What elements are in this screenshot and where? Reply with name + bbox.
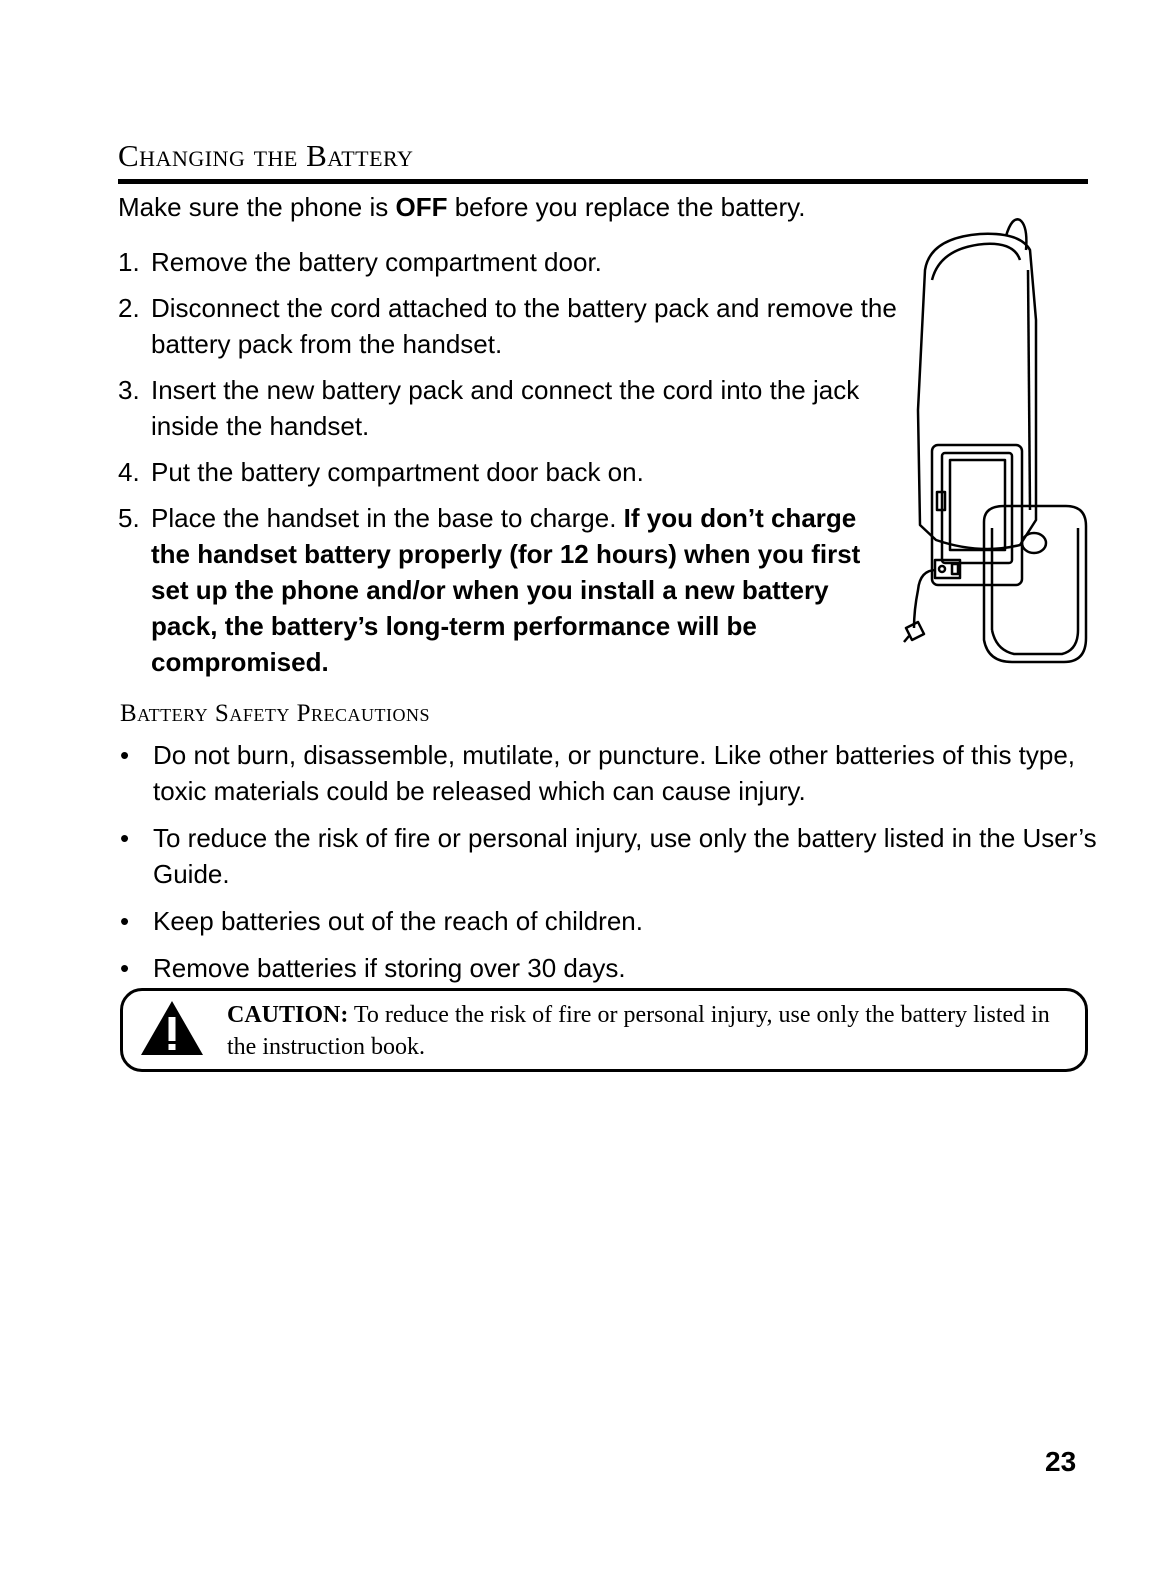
step-text: Remove the battery compartment door. <box>151 247 602 277</box>
step-text: Disconnect the cord attached to the battery pack and remove the battery pack from the handset. <box>151 293 897 359</box>
precaution-text: Keep batteries out of the reach of children. <box>153 906 643 936</box>
intro-text <box>118 190 805 224</box>
caution-text <box>227 999 1067 1063</box>
bullet: • <box>120 953 130 983</box>
step-text: Put the battery compartment door back on. <box>151 457 644 487</box>
precaution-text: To reduce the risk of fire or personal injury, use only the battery listed in the User’s Guide. <box>153 823 1097 889</box>
step-item <box>118 372 898 444</box>
precaution-item <box>118 903 1098 939</box>
bullet: • <box>120 906 130 936</box>
precaution-item <box>118 950 1098 986</box>
step-number: 5. <box>118 503 140 533</box>
step-number: 3. <box>118 375 140 405</box>
caution-body: To reduce the risk of fire or personal injury, use only the battery listed in the instruction book. <box>227 1002 1050 1060</box>
step-number: 2. <box>118 293 140 323</box>
step-text: Place the handset in the base to charge. <box>151 503 624 533</box>
step-item <box>118 454 898 490</box>
precautions-list <box>118 737 1098 997</box>
intro-text-start: Make sure the phone is <box>118 192 396 222</box>
precaution-text: Remove batteries if storing over 30 days. <box>153 953 626 983</box>
precaution-text: Do not burn, disassemble, mutilate, or puncture. Like other batteries of this type, toxic materials could be released which can cause injury. <box>153 740 1076 806</box>
step-text: Insert the new battery pack and connect the cord into the jack inside the handset. <box>151 375 860 441</box>
intro-text-end: before you replace the battery. <box>447 192 806 222</box>
step-item <box>118 290 898 362</box>
cordless-handset-battery-illustration <box>880 210 1095 680</box>
bullet: • <box>120 740 130 770</box>
precaution-item <box>118 737 1098 809</box>
precaution-item <box>118 820 1098 892</box>
section-title: Changing the Battery <box>118 138 414 173</box>
caution-label: CAUTION: <box>227 1002 349 1028</box>
precautions-title: Battery Safety Precautions <box>120 700 430 727</box>
intro-text-bold: OFF <box>395 192 448 222</box>
heading-rule <box>118 179 1088 184</box>
step-number: 1. <box>118 247 140 277</box>
step-number: 4. <box>118 457 140 487</box>
step-item <box>118 244 898 280</box>
steps-list <box>118 244 898 690</box>
warning-triangle-icon <box>139 999 205 1057</box>
page-number: 23 <box>1045 1446 1077 1477</box>
step-item <box>118 500 896 680</box>
caution-box <box>120 988 1088 1072</box>
bullet: • <box>120 823 130 853</box>
step-warning-text: If you don’t charge the handset battery properly (for 12 hours) when you first set up the phone and/or when you install a new battery pack, the battery’s long-term performance will be compromised. <box>151 503 861 677</box>
